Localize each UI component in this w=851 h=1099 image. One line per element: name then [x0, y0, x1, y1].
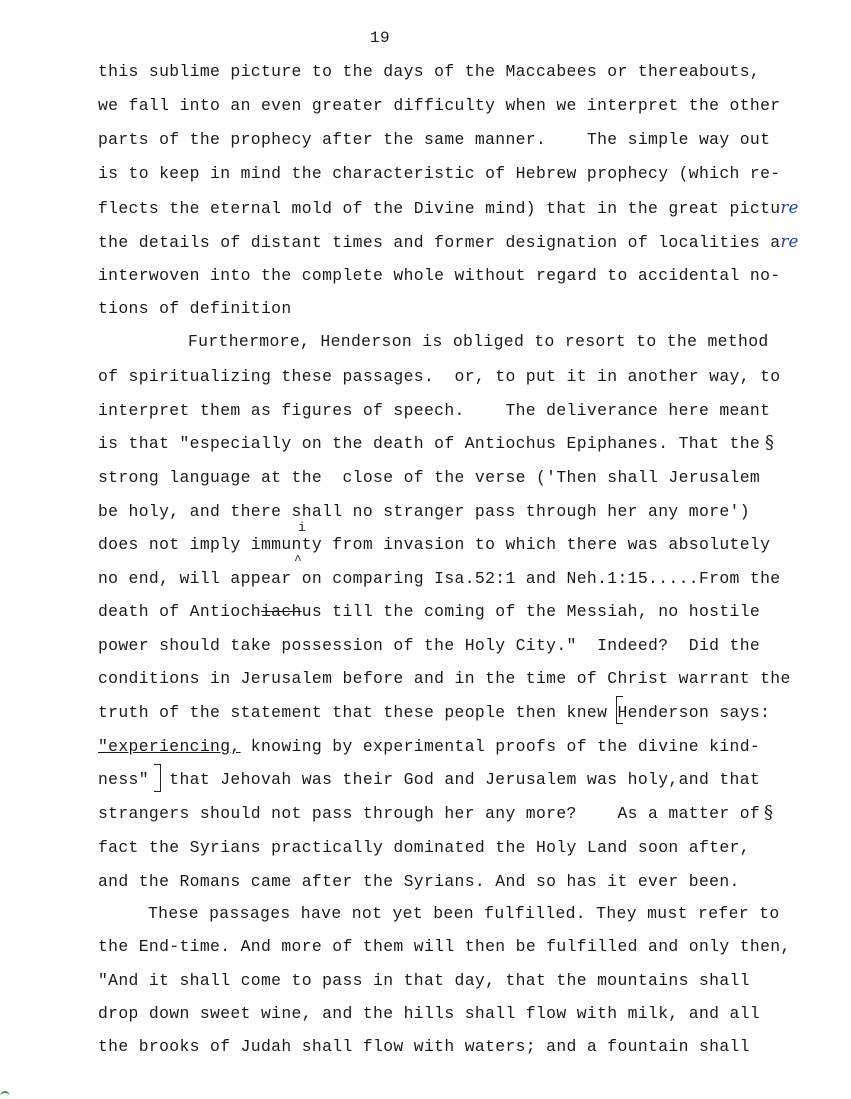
typed-text: ness" — [98, 770, 149, 789]
typed-text: time. And more of them will then be fulfilled and only then, — [179, 937, 791, 956]
margin-mark: § — [765, 432, 774, 453]
text-line: drop down sweet wine, and the hills shall flow with milk, and all — [98, 1004, 761, 1023]
typed-text: the End — [98, 937, 170, 956]
handwritten-correction: re — [780, 198, 799, 217]
typed-text: truth of the statement that these people then knew — [98, 703, 618, 722]
typed-text: does not imply immun — [98, 535, 302, 554]
text-line — [98, 535, 770, 555]
text-line: "And it shall come to pass in that day, that the mountains shall — [98, 971, 750, 990]
text-line — [98, 198, 799, 219]
struck-text: iach — [260, 602, 302, 621]
text-line: conditions in Jerusalem before and in the time of Christ warrant the — [98, 669, 791, 688]
typed-text: that Jehovah was their God and Jerusalem was holy,and that — [148, 770, 761, 789]
open-bracket-mark — [616, 696, 623, 724]
text-line — [98, 232, 799, 253]
text-line: power should take possession of the Holy City." Indeed? Did the — [98, 636, 761, 655]
typed-text: ty from invasion to which there was absolutely — [301, 535, 771, 554]
text-line: we fall into an even greater difficulty when we interpret the other — [98, 96, 781, 115]
typed-text: Henderson says: — [617, 703, 771, 722]
handwritten-correction: re — [780, 232, 799, 251]
text-line: strong language at the close of the verse ('Then shall Jerusalem — [98, 468, 761, 487]
text-line: this sublime picture to the days of the Maccabees or thereabouts, — [98, 62, 761, 81]
text-line: is that "especially on the death of Antiochus Epiphanes. That the — [98, 434, 761, 453]
text-line: and the Romans came after the Syrians. And so has it ever been. — [98, 872, 740, 891]
text-line — [98, 703, 770, 723]
typed-text: death of Antioch — [98, 602, 261, 621]
text-line: tions of definition — [98, 299, 292, 318]
text-line: These passages have not yet been fulfilled. They must refer to — [148, 904, 780, 923]
text-line: be holy, and there shall no stranger pass through her any more') — [98, 502, 750, 521]
text-line: fact the Syrians practically dominated the Holy Land soon after, — [98, 838, 750, 857]
text-line: strangers should not pass through her any more? As a matter of — [98, 804, 761, 823]
typed-text: knowing by experimental proofs of the divine kind- — [240, 737, 761, 756]
text-line: interpret them as figures of speech. The deliverance here meant — [98, 401, 771, 420]
insert-mark: i — [298, 520, 306, 535]
text-line: of spiritualizing these passages. or, to put it in another way, to — [98, 367, 781, 386]
page-number: 19 — [369, 29, 391, 47]
text-line — [98, 602, 760, 622]
text-line: interwoven into the complete whole without regard to accidental no- — [98, 266, 781, 285]
caret-mark: ^ — [294, 553, 302, 568]
typed-text: the details of distant times and former designation of localities a — [98, 233, 781, 252]
handwritten-hyphen: - — [169, 937, 180, 956]
margin-mark: § — [764, 802, 773, 823]
text-line: Furthermore, Henderson is obliged to resort to the method — [188, 332, 769, 351]
text-line — [98, 737, 760, 757]
corner-mark — [0, 1091, 10, 1099]
close-bracket-mark — [154, 764, 161, 792]
typed-text: us till the coming of the Messiah, no hostile — [301, 602, 761, 621]
text-line: no end, will appear on comparing Isa.52:1 and Neh.1:15.....From the — [98, 569, 781, 588]
text-line — [98, 937, 791, 957]
text-line — [98, 770, 760, 790]
text-line: the brooks of Judah shall flow with waters; and a fountain shall — [98, 1037, 750, 1056]
text-line: parts of the prophecy after the same manner. The simple way out — [98, 130, 771, 149]
underlined-text: "experiencing, — [98, 737, 241, 756]
text-line: is to keep in mind the characteristic of Hebrew prophecy (which re- — [98, 164, 781, 183]
typed-text: flects the eternal mold of the Divine mind) that in the great pictu — [98, 199, 781, 218]
